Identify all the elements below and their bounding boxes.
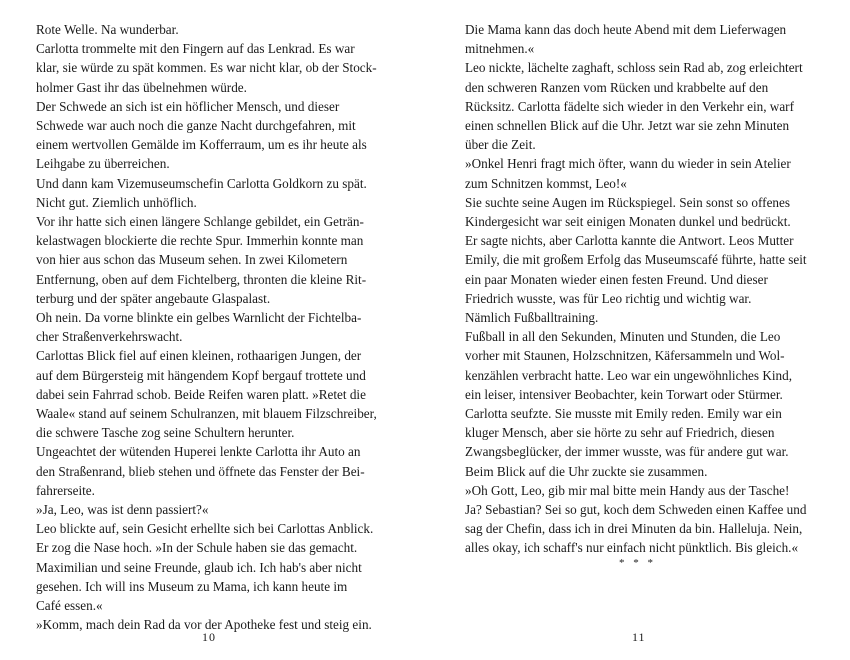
text-line: holmer Gast ihr das übelnehmen würde. (36, 79, 247, 95)
text-line: Leihgabe zu überreichen. (36, 156, 170, 172)
text-line: einen schnellen Blick auf die Uhr. Jetzt war sie zehn Minuten (465, 118, 790, 134)
text-line: terburg und der später angebaute Glaspalast. (36, 290, 271, 306)
text-line: auf dem Bürgersteig mit hängendem Kopf bergauf trottete und (36, 367, 366, 383)
text-line: Waale« stand auf seinem Schulranzen, mit blauem Filzschreiber, (36, 406, 377, 422)
text-line: vorher mit Staunen, Holzschnitzen, Käfersammeln und Wol- (465, 348, 785, 364)
text-line: Schwede war auch noch die ganze Nacht durchgefahren, mit (36, 118, 356, 134)
text-line: Leo nickte, lächelte zaghaft, schloss sein Rad ab, zog erleichtert (465, 60, 803, 76)
text-line: mitnehmen.« (465, 41, 535, 57)
text-line: den schweren Ranzen vom Rücken und krabbelte auf den (465, 79, 769, 95)
text-line: dabei sein Fahrrad schob. Beide Reifen waren platt. »Retet die (36, 386, 366, 402)
text-line: zum Schnitzen kommst, Leo!« (465, 175, 627, 191)
text-line: Oh nein. Da vorne blinkte ein gelbes Warnlicht der Fichtelba- (36, 310, 362, 326)
text-line: alles okay, ich schaff's nur einfach nicht pünktlich. Bis gleich.« (465, 540, 799, 556)
text-line: kluger Mensch, aber sie hörte zu sehr auf Friedrich, diesen (465, 425, 775, 441)
text-line: Rücksitz. Carlotta fädelte sich wieder in den Verkehr ein, warf (465, 98, 794, 114)
text-line: einem wertvollen Gemälde im Kofferraum, um es ihr heute als (36, 137, 367, 153)
text-line: fahrerseite. (36, 482, 95, 498)
text-line: Carlotta seufzte. Sie musste mit Emily reden. Emily war ein (465, 406, 782, 422)
page-number: 11 (632, 630, 646, 644)
text-line: Maximilian und seine Freunde, glaub ich. Ich hab's aber nicht (36, 559, 362, 575)
text-line: Friedrich wusste, was für Leo richtig und wichtig war. (465, 290, 752, 306)
text-line: »Oh Gott, Leo, gib mir mal bitte mein Handy aus der Tasche! (465, 482, 790, 498)
text-line: Leo blickte auf, sein Gesicht erhellte sich bei Carlottas Anblick. (36, 521, 374, 537)
text-line: von hier aus schon das Museum sehen. In zwei Kilometern (36, 252, 348, 268)
text-line: Nicht gut. Ziemlich unhöflich. (36, 194, 197, 210)
text-line: »Komm, mach dein Rad da vor der Apotheke fest und steig ein. (36, 617, 372, 633)
text-line: Carlottas Blick fiel auf einen kleinen, rothaarigen Jungen, der (36, 348, 362, 364)
text-line: Er sagte nichts, aber Carlotta kannte die Antwort. Leos Mutter (465, 233, 794, 249)
text-line: Zwangsbeglücker, der immer wusste, was für andere gut war. (465, 444, 789, 460)
text-line: Beim Blick auf die Uhr zuckte sie zusammen. (465, 463, 708, 479)
text-line: Sie suchte seine Augen im Rückspiegel. Sein sonst so offenes (465, 194, 791, 210)
text-line: Nämlich Fußballtraining. (465, 310, 599, 326)
text-line: kenzählen verbracht hatte. Leo war ein ungewöhnliches Kind, (465, 367, 792, 383)
left-page-text (36, 20, 382, 635)
text-line: ein leiser, intensiver Beobachter, kein Torwart oder Stürmer. (465, 386, 783, 402)
text-line: die schwere Tasche zog seine Schultern herunter. (36, 425, 295, 441)
right-page-text (465, 20, 813, 558)
text-line: Entfernung, oben auf dem Fichtelberg, thronten die kleine Rit- (36, 271, 367, 287)
section-break: * * * (619, 557, 656, 569)
right-page (425, 0, 850, 660)
text-line: Er zog die Nase hoch. »In der Schule haben sie das gemacht. (36, 540, 358, 556)
text-line: Rote Welle. Na wunderbar. (36, 22, 179, 37)
text-line: klar, sie würde zu spät kommen. Es war nicht klar, ob der Stock- (36, 60, 377, 76)
text-line: Emily, die mit großem Erfolg das Museumscafé führte, hatte seit (465, 252, 807, 268)
text-line: über die Zeit. (465, 137, 536, 153)
text-line: Ja? Sebastian? Sei so gut, koch dem Schweden einen Kaffee und (465, 502, 807, 518)
text-line: cher Straßenverkehrswacht. (36, 329, 183, 345)
text-line: Café essen.« (36, 598, 103, 614)
page-number: 10 (202, 630, 216, 644)
text-line: kelastwagen blockierte die rechte Spur. Immerhin konnte man (36, 233, 364, 249)
text-line: ein paar Monaten wieder einen festen Freund. Und dieser (465, 271, 768, 287)
text-line: Kindergesicht war seit einigen Monaten dunkel und bedrückt. (465, 214, 791, 230)
text-line: sag der Chefin, dass ich in drei Minuten da bin. Halleluja. Nein, (465, 521, 803, 537)
text-line: Carlotta trommelte mit den Fingern auf das Lenkrad. Es war (36, 41, 355, 57)
text-line: Vor ihr hatte sich einen längere Schlange gebildet, ein Geträn- (36, 214, 364, 230)
text-line: gesehen. Ich will ins Museum zu Mama, ich kann heute im (36, 578, 348, 594)
text-line: Und dann kam Vizemuseumschefin Carlotta Goldkorn zu spät. (36, 175, 367, 191)
text-line: Der Schwede an sich ist ein höflicher Mensch, und dieser (36, 98, 340, 114)
text-line: »Ja, Leo, was ist denn passiert?« (36, 502, 209, 518)
text-line: Die Mama kann das doch heute Abend mit dem Lieferwagen (465, 22, 787, 37)
text-line: den Straßenrand, blieb stehen und öffnete das Fenster der Bei- (36, 463, 365, 479)
text-line: »Onkel Henri fragt mich öfter, wann du wieder in sein Atelier (465, 156, 791, 172)
text-line: Ungeachtet der wütenden Huperei lenkte Carlotta ihr Auto an (36, 444, 361, 460)
text-line: Fußball in all den Sekunden, Minuten und Stunden, die Leo (465, 329, 781, 345)
